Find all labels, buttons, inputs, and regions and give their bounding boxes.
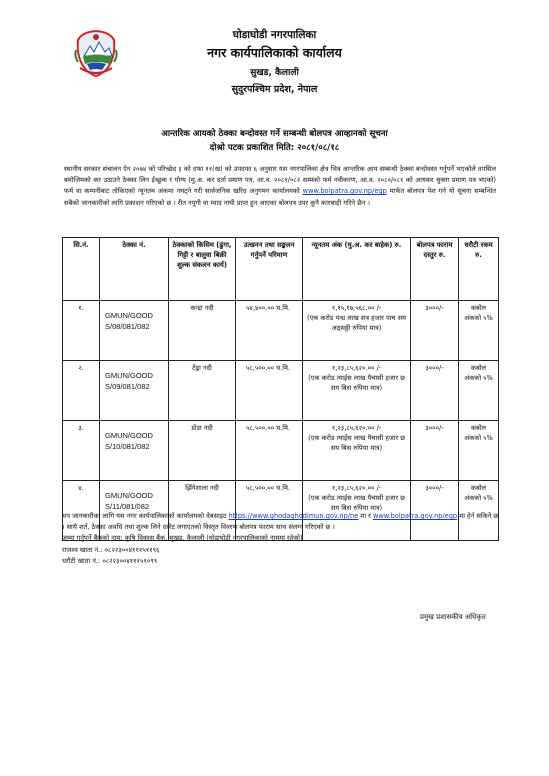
table-row bbox=[63, 421, 499, 481]
amount-in-words: (एक करोड त्याईस लाख पैचासी हजार छ सय बिस रुपिया मात्र) bbox=[308, 494, 405, 512]
row-sn: २. bbox=[63, 361, 100, 421]
row-deposit: कबोल अंकको ५% bbox=[459, 301, 499, 361]
row-form-fee: ३०००/- bbox=[411, 301, 459, 361]
municipality-name: घोडाघोडी नगरपालिका bbox=[232, 29, 317, 41]
notice-title: आन्तरिक आयको ठेक्का बन्दोवस्त गर्ने सम्बन्धी बोलपत्र आव्हानको सूचना bbox=[161, 129, 388, 139]
header-sn: सि.नं. bbox=[63, 238, 100, 301]
amount-figure: १,२३,८५,६२०.०० /- bbox=[331, 424, 382, 432]
more-info-text-3: मा हेर्न सकिने छ । साथै शर्त, ठेक्का अवधि तथा शुल्क लिने दररेट लगाएतको विस्तृत विवरण बोलपत्र फाराम साथ संलग्न गरिएको छ । bbox=[62, 512, 498, 532]
header-contract-no: ठेक्का नं. bbox=[100, 238, 169, 301]
row-deposit: कबोल अंकको ५% bbox=[459, 361, 499, 421]
signatory-title: प्रमुख प्रशासकीय अधिकृत bbox=[420, 613, 486, 621]
amount-figure: १,२३,८५,६२०.०० /- bbox=[331, 484, 382, 492]
row-min-amount bbox=[303, 421, 411, 481]
row-min-amount bbox=[303, 301, 411, 361]
row-river-name: झिँगेशाला नदी bbox=[169, 481, 236, 541]
bolpatra-link[interactable]: www.bolpatra.gov.np/egp bbox=[302, 187, 387, 196]
notice-date: दोश्रो पटक प्रकाशित मिति: २०८१/०८/१८ bbox=[209, 143, 340, 153]
row-form-fee: ३०००/- bbox=[411, 361, 459, 421]
row-contract-no: GMUN/GOOD S/11/081/082 bbox=[100, 481, 169, 541]
row-form-fee: ३०००/- bbox=[411, 421, 459, 481]
more-info-text-1: थप जानकारीका लागि यस नगर कार्यपालिकाको कार्यालयको वेबसाइट bbox=[62, 512, 227, 520]
row-deposit: कबोल अंकको ५% bbox=[459, 481, 499, 541]
row-deposit: कबोल अंकको ५% bbox=[459, 421, 499, 481]
row-form-fee: ३०००/- bbox=[411, 481, 459, 541]
row-river-name: डोडा नदी bbox=[169, 421, 236, 481]
intro-text-2: मार्फत बोलपत्र पेश गर्न यो सूचना सम्बन्धित सबैको जानकारीको लागि प्रकाशन गरिएको छ । रीत नपुगी वा म्याद नाघी प्राप्त हुन आएका बोलपत्र उपर कुनै कारबाही गरिने छैन । bbox=[64, 187, 496, 207]
footer-info bbox=[62, 511, 498, 567]
row-quantity: ५४,४००.०० घ.मि. bbox=[236, 301, 303, 361]
header-deposit: धरौटी रकम रु. bbox=[459, 238, 499, 301]
revenue-account-line: राजश्व खाता नं.: ०८२२३००४१११५११९६ bbox=[62, 545, 160, 554]
row-contract-no: GMUN/GOOD S/10/081/082 bbox=[100, 421, 169, 481]
header-quantity: उत्खनन तथा सङ्कलन गर्नुपर्ने परिमाण bbox=[236, 238, 303, 301]
row-sn: ३. bbox=[63, 421, 100, 481]
table-row bbox=[63, 361, 499, 421]
amount-in-words: (एक करोड त्याईस लाख पैचासी हजार छ सय बिस रुपिया मात्र) bbox=[308, 374, 405, 392]
amount-figure: १,२३,८५,६२०.०० /- bbox=[331, 364, 382, 372]
more-info-text-2: मा र bbox=[360, 512, 371, 520]
amount-in-words: (एक करोड पन्ध्र लाख सत्र हजार पाच सय अठ्सठ्ठी रुपिया मात्र) bbox=[307, 314, 406, 332]
province-country: सुदुरपश्चिम प्रदेश, नेपाल bbox=[231, 84, 318, 95]
row-min-amount bbox=[303, 361, 411, 421]
office-name: नगर कार्यपालिकाको कार्यालय bbox=[207, 45, 342, 60]
bolpatra-link-footer[interactable]: www.bolpatra.gov.np/egp bbox=[373, 512, 458, 520]
intro-text-1: स्थानीय सरकार संचालन ऐन २०७४ को परिच्छेद ३ को दफा ११(ख) को उपदफा ६ अनुसार यस नगरपालिका क्षेत्र भित्र आन्तरिक आय सम्बन्धी ठेक्का बन्दोवस्त गर्नुपर्ने भएकोले तपसिल बमोजिमको कर उठाउने ठेक्का लिन ईच्छुक र योग्य (मु.अ. कर दर्ता प्रमाण पत्र, आ.व. २०८१/०८२ सम्मको फर्म नवीकरण, आ.व. २०८०/०८१ को आयकर चुक्ता प्रमाण पत्र भएको) फर्म वा कम्पनीबाट तोकिएको न्यूनतम अंकमा नघट्ने गरी सार्वजनिक खरिद अनुगमन कार्यालयको bbox=[64, 165, 496, 196]
municipality-website-link[interactable]: https://www.ghodaghodimun.gov.np/ne bbox=[228, 512, 359, 520]
header-min-amount: न्यूनतम अंक (मु.अ. कर बाहेक) रु. bbox=[303, 238, 411, 301]
row-quantity: ५८,५००.०० घ.मि. bbox=[236, 361, 303, 421]
amount-figure: १,१५,१७,५६८.०० /- bbox=[331, 304, 382, 312]
row-sn: १. bbox=[63, 301, 100, 361]
tender-table bbox=[62, 237, 499, 541]
header-form-fee: बोलपत्र फाराम दस्तुर रु. bbox=[411, 238, 459, 301]
more-info-paragraph bbox=[62, 511, 498, 533]
row-contract-no: GMUN/GOOD S/09/081/082 bbox=[100, 361, 169, 421]
intro-paragraph bbox=[64, 164, 496, 209]
row-sn: ४. bbox=[63, 481, 100, 541]
office-location: सुखड, कैलाली bbox=[250, 68, 299, 78]
row-contract-no: GMUN/GOOD S/08/081/082 bbox=[100, 301, 169, 361]
row-quantity: ५८,५००.०० घ.मि. bbox=[236, 421, 303, 481]
row-river-name: कन्द्रा नदी bbox=[169, 301, 236, 361]
header-contract-type: ठेक्काको किसिम (ढुंगा, गिट्टी र बालुवा बिक्री शुल्क संकलन कार्य) bbox=[169, 238, 236, 301]
table-row bbox=[63, 301, 499, 361]
table-header-row bbox=[63, 238, 499, 301]
bank-name-line: जम्मा गर्नुपर्ने बैंकको नाम: कृषि विकास बैंक, सुखड, कैलाली (घोडाघोडी नगरपालिकाको नाममा रहेको) bbox=[62, 534, 303, 543]
deposit-account-line: धरौटी खाता नं.: ०८२२३००४१११५१०९९ bbox=[62, 556, 158, 565]
row-river-name: टेंढ्रा नदी bbox=[169, 361, 236, 421]
amount-in-words: (एक करोड त्याईस लाख पैचासी हजार छ सय बिस रुपिया मात्र) bbox=[308, 434, 405, 452]
row-quantity: ५८,५००.०० घ.मि. bbox=[236, 481, 303, 541]
